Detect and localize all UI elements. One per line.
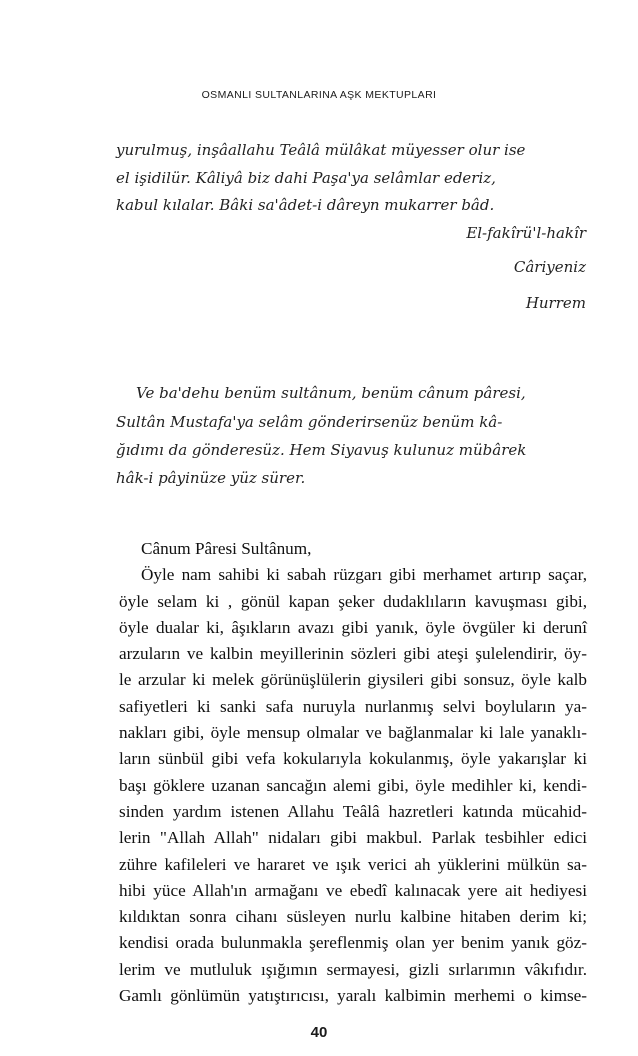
body-line: arzuların ve kalbin meyillerinin sözleri gibi ateşi şulelendirir, öy- (119, 644, 587, 664)
page-number: 40 (310, 1024, 328, 1041)
body-line: başı göklere uzanan sancağın alemi gibi, öyle medihler ki, kendi- (119, 775, 587, 795)
body-line: le arzular ki melek görünüşlülerin giysileri gibi sonsuz, öyle kalb (119, 670, 587, 690)
body-line: Öyle nam sahibi ki sabah rüzgarı gibi merhamet artırıp saçar, (141, 565, 587, 585)
body-line: safiyetleri ki sanki safa nuruyla nurlanmış selvi boyluların ya- (119, 696, 587, 716)
body-line: Gamlı gönlümün yatıştırıcısı, yaralı kalbimin merhemi o kimse- (119, 986, 587, 1006)
running-header: OSMANLI SULTANLARINA AŞK MEKTUPLARI (201, 89, 437, 101)
script-line: Ve ba'dehu benüm sultânum, benüm cânum pâresi, (136, 384, 526, 402)
body-line: ların sünbül gibi vefa kokularıyla kokulanmış, öyle yakarışlar ki (119, 749, 587, 769)
body-line: nakları gibi, öyle mensup olmalar ve bağlanmalar ki lale yanaklı- (119, 723, 587, 743)
body-line: sinden yardım istenen Allahu Teâlâ hazretleri katında mücahid- (119, 801, 587, 821)
script-line: yurulmuş, inşâallahu Teâlâ mülâkat müyesser olur ise (116, 141, 526, 159)
script-line: hâk-i pâyinüze yüz sürer. (116, 469, 306, 487)
signature-line: Câriyeniz (513, 258, 586, 276)
script-line: kabul kılalar. Bâki sa'âdet-i dâreyn mukarrer bâd. (116, 196, 495, 214)
signature-name: Hurrem (525, 294, 586, 312)
translation-body (119, 536, 587, 1009)
body-line: lerim ve mutluluk ışığımın sermayesi, gizli sırlarımın vâkıfıdır. (119, 959, 587, 979)
body-line: öyle dualar ki, âşıkların avazı gibi yanık, öyle övgüler ki derunî (119, 617, 587, 637)
salutation-line: Cânum Pâresi Sultânum, (141, 539, 312, 558)
body-line: kendisi orada bulunmakla şereflenmiş olan yer benim yanık göz- (119, 933, 587, 953)
body-line: hibi yüce Allah'ın armağanı ve ebedî kalınacak yere ait hediyesi (119, 880, 587, 900)
body-line: kıldıktan sonra cihanı süsleyen nurlu kalbine hitaben derim ki; (119, 907, 587, 927)
script-line: el işidilür. Kâliyâ biz dahi Paşa'ya selâmlar ederiz, (116, 169, 496, 187)
body-line: öyle selam ki , gönül kapan şeker dudaklıların kavuşması gibi, (119, 591, 587, 611)
signature-line: El-fakîrü'l-hakîr (466, 224, 586, 242)
script-line: Sultân Mustafa'ya selâm gönderirsenüz benüm kâ- (116, 413, 503, 431)
body-line: lerin "Allah Allah" nidaları gibi makbul. Parlak tesbihler edici (119, 828, 587, 848)
body-line: zühre kafileleri ve hararet ve ışık verici ah yüklerini mülkün sa- (119, 854, 587, 874)
script-line: ğıdımı da gönderesüz. Hem Siyavuş kulunuz mübârek (116, 441, 527, 459)
